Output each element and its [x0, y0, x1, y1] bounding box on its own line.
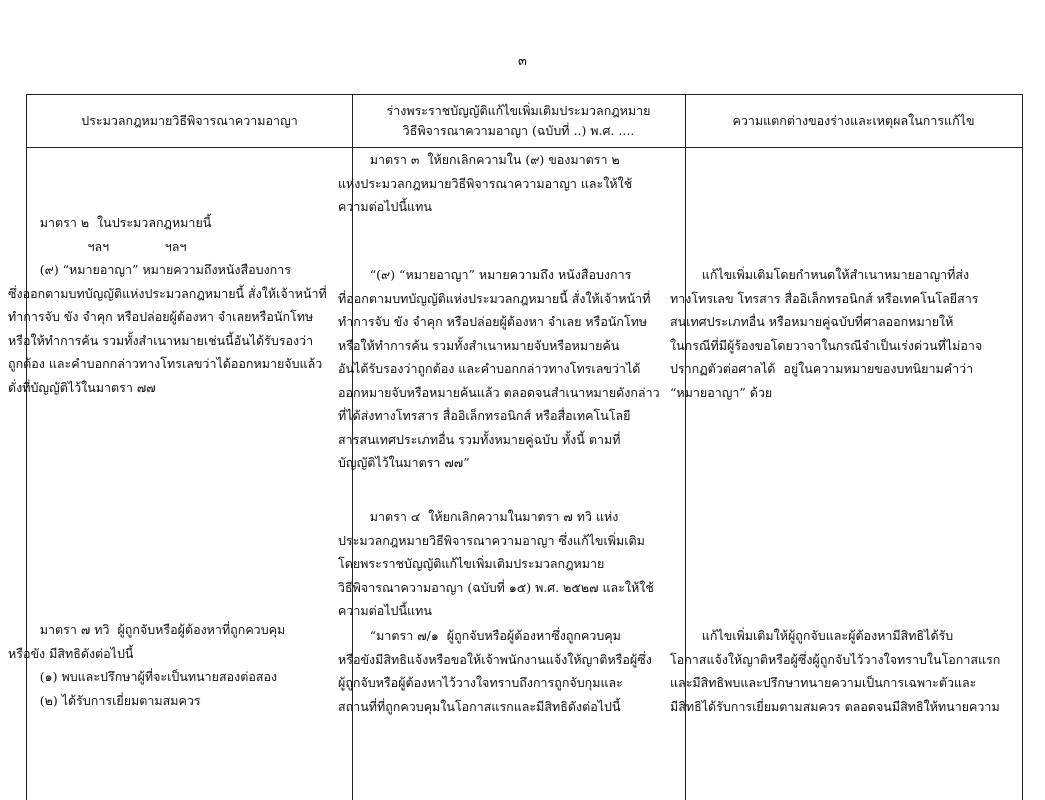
text-line: “(๙) “หมายอาญา” หมายความถึง หนังสือบงการ	[338, 267, 632, 282]
text-line: โดยพระราชบัญญัติแก้ไขเพิ่มเติมประมวลกฎหมาย	[338, 556, 605, 571]
draft-section-3-text	[338, 263, 660, 475]
text-line: อันได้รับรองว่าถูกต้อง และคำบอกกล่าวทางโทรเลขว่าได้	[338, 361, 641, 376]
header-draft-act-line1: ร่างพระราชบัญญัติแก้ไขเพิ่มเติมประมวลกฎหมาย	[386, 103, 651, 118]
draft-section-4	[338, 505, 654, 623]
text-line: ที่ได้ส่งทางโทรสาร สื่ออิเล็กทรอนิกส์ หรือสื่อเทคโนโลยี	[338, 408, 631, 423]
text-line: ประมวลกฎหมายวิธีพิจารณาความอาญา ซึ่งแก้ไขเพิ่มเติม	[338, 532, 645, 548]
text-line: ปรากฏตัวต่อศาลได้ อยู่ในความหมายของบทนิยามคำว่า	[670, 361, 974, 376]
text-line: ทางโทรเลข โทรสาร สื่ออิเล็กทรอนิกส์ หรือเทคโนโลยีสาร	[670, 290, 979, 306]
text-line: หรือขัง มีสิทธิดังต่อไปนี้	[8, 645, 134, 661]
text-line: ออกหมายจับหรือหมายค้นแล้ว ตลอดจนสำเนาหมายดังกล่าว	[338, 384, 660, 400]
text-line: แห่งประมวลกฎหมายวิธีพิจารณาความอาญา และให้ใช้	[338, 175, 633, 191]
text-line: สนเทศประเภทอื่น หรือหมายคู่ฉบับที่ศาลออกหมายให้	[670, 314, 954, 329]
text-line: บัญญัติไว้ในมาตรา ๗๗”	[338, 455, 470, 470]
text-line: หรือขังมีสิทธิแจ้งหรือขอให้เจ้าพนักงานแจ้งให้ญาติหรือผู้ซึ่ง	[338, 651, 652, 667]
text-line: มาตรา ๗ ทวิ ผู้ถูกจับหรือผู้ต้องหาที่ถูกควบคุม	[8, 622, 286, 637]
text-line: “มาตรา ๗/๑ ผู้ถูกจับหรือผู้ต้องหาซึ่งถูกควบคุม	[338, 628, 621, 643]
header-differences: ความแตกต่างของร่างและเหตุผลในการแก้ไข	[732, 113, 975, 128]
text-line: “หมายอาญา” ด้วย	[670, 384, 773, 400]
text-line: ความต่อไปนี้แทน	[338, 199, 432, 214]
text-line: มีสิทธิได้รับการเยี่ยมตามสมควร ตลอดจนมีสิทธิให้ทนายความ	[670, 698, 1000, 714]
text-line: ความต่อไปนี้แทน	[338, 603, 432, 618]
text-line: มาตรา ๒ ในประมวลกฎหมายนี้	[8, 215, 212, 230]
header-draft-act	[352, 95, 685, 147]
reason-section-3	[670, 263, 982, 404]
header-draft-act-line2: วิธีพิจารณาความอาญา (ฉบับที่ ..) พ.ศ. ....	[402, 123, 635, 138]
current-law-section-7-bis	[8, 618, 285, 712]
text-line: (๑) พบและปรึกษาผู้ที่จะเป็นทนายสองต่อสอง	[8, 669, 278, 684]
text-line: (๒) ได้รับการเยี่ยมตามสมควร	[8, 692, 201, 708]
text-line: สถานที่ที่ถูกควบคุมในโอกาสแรกและมีสิทธิดังต่อไปนี้	[338, 698, 621, 714]
text-line: สารสนเทศประเภทอื่น รวมทั้งหมายคู่ฉบับ ทั้งนี้ ตามที่	[338, 431, 621, 447]
text-line: (๙) “หมายอาญา” หมายความถึงหนังสือบงการ	[8, 262, 291, 277]
text-line: หรือให้ทำการค้น รวมทั้งสำเนาหมายจับหรือหมายค้น	[338, 337, 620, 353]
text-line: ผู้ถูกจับหรือผู้ต้องหาไว้วางใจทราบถึงการถูกจับกุมและ	[338, 675, 623, 690]
text-line: ที่ออกตามบทบัญญัติแห่งประมวลกฎหมายนี้ สั่งให้เจ้าหน้าที่	[338, 290, 651, 306]
header-current-law: ประมวลกฎหมายวิธีพิจารณาความอาญา	[81, 113, 298, 128]
text-line: และมีสิทธิพบและปรึกษาทนายความเป็นการเฉพาะตัวและ	[670, 675, 977, 690]
text-line: ทำการจับ ขัง จำคุก หรือปล่อยผู้ต้องหา จำเลยหรือนักโทษ	[8, 309, 314, 324]
draft-section-7-1	[338, 624, 652, 718]
text-line: ฯลฯ ฯลฯ	[8, 238, 187, 254]
text-line: มาตรา ๓ ให้ยกเลิกความใน (๙) ของมาตรา ๒	[338, 152, 620, 167]
page-number: ๓	[518, 54, 527, 69]
text-line: วิธีพิจารณาความอาญา (ฉบับที่ ๑๕) พ.ศ. ๒๕๒๗ และให้ใช้	[338, 579, 654, 595]
text-line: ถูกต้อง และคำบอกกล่าวทางโทรเลขว่าได้ออกหมายจับแล้ว	[8, 356, 323, 371]
text-line: มาตรา ๔ ให้ยกเลิกความในมาตรา ๗ ทวิ แห่ง	[338, 509, 619, 524]
reason-section-4	[670, 624, 1000, 718]
text-line: แก้ไขเพิ่มเติมให้ผู้ถูกจับและผู้ต้องหามีสิทธิได้รับ	[670, 628, 954, 643]
text-line: ดั่งที่บัญญัติไว้ในมาตรา ๗๗	[8, 379, 156, 395]
text-line: หรือให้ทำการค้น รวมทั้งสำเนาหมายเช่นนี้อันได้รับรองว่า	[8, 332, 314, 348]
draft-section-3	[338, 148, 632, 219]
text-line: ในกรณีที่มีผู้ร้องขอโดยวาจาในกรณีจำเป็นเร่งด่วนที่ไม่อาจ	[670, 337, 983, 353]
text-line: ทำการจับ ขัง จำคุก หรือปล่อยผู้ต้องหา จำเลย หรือนักโทษ	[338, 314, 648, 329]
text-line: โอกาสแจ้งให้ญาติหรือผู้ซึ่งผู้ถูกจับไว้วางใจทราบในโอกาสแรก	[670, 651, 1001, 667]
current-law-section-2	[8, 211, 327, 399]
text-line: แก้ไขเพิ่มเติมโดยกำหนดให้สำเนาหมายอาญาที่ส่ง	[670, 267, 970, 282]
text-line: ซึ่งออกตามบทบัญญัติแห่งประมวลกฎหมายนี้ สั่งให้เจ้าหน้าที่	[8, 285, 327, 301]
